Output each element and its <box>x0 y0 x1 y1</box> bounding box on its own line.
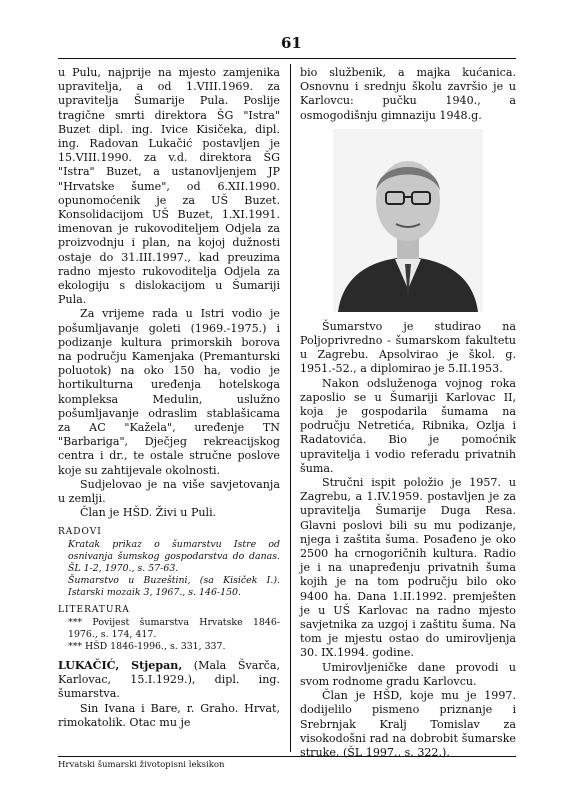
body-paragraph: bio službenik, a majka kućanica. Osnovnu i srednju školu završio je u Karlovcu: pučku 1940., a osmogodišnju gimnaziju 1948.g. <box>300 66 516 122</box>
reference-item: *** Povijest šumarstva Hrvatske 1846-1976., s. 174, 417. <box>68 616 280 640</box>
right-column <box>300 66 516 760</box>
section-heading-radovi: RADOVI <box>58 526 102 537</box>
body-paragraph: Sudjelovao je na više savjetovanja u zemlji. <box>58 477 280 506</box>
body-paragraph: Član je HŠD. Živi u Puli. <box>80 506 217 520</box>
footer-rule <box>58 756 516 757</box>
page-number: 61 <box>281 34 302 52</box>
entry-name: LUKAČIĆ, Stjepan, <box>58 658 183 672</box>
entry-heading <box>58 659 280 702</box>
header-rule <box>58 58 516 59</box>
body-paragraph: Član je HŠD, koje mu je 1997. dodijelilo pismeno priznanje i Srebrnjak Kralj Tomislav za visokodošni rad na dobrobit šumarske struke, (ŠL 1997., s. 322.). <box>300 689 516 759</box>
reference-item: *** HŠD 1846-1996., s. 331, 337. <box>68 640 226 652</box>
reference-item: Kratak prikaz o šumarstvu Istre od osnivanja šumskog gospodarstva do danas. ŠL 1-2, 1970., s. 57-63. <box>68 538 280 574</box>
entry-details: (Mala Švarča, Karlovac, 15.I.1929.), dipl. ing. šumarstva. <box>58 658 280 701</box>
body-paragraph: Sin Ivana i Bare, r. Graho. Hrvat, rimokatolik. Otac mu je <box>58 701 280 729</box>
body-paragraph: Za vrijeme rada u Istri vodio je pošumljavanje goleti (1969.-1975.) i podizanje kultura primorskih borova na području Kamenjaka (Premanturski poluotok) na oko 150 ha, vodio je hortikulturna uređenja hotelskoga kompleksa Medulin, uslužno pošumljavanje odraslim stablašicama za AC "Kažela", uređenje TN "Barbariga", Dječjeg rekreacijskog centra i dr., te ostale stručne poslove koje su zahtijevale okolnosti. <box>58 307 280 477</box>
body-paragraph: Stručni ispit položio je 1957. u Zagrebu, a 1.IV.1959. postavljen je za upravitelja Šumarije Duga Resa. Glavni poslovi bili su mu podizanje, njega i zaštita šuma. Posađeno je oko 2500 ha crnogoričnih kultura. Radio je i na unapređenju privatnih šuma kojih je na tom području bilo oko 9400 ha. Dana 1.II.1992. premješten je u UŠ Karlovac na radno mjesto savjetnika za uzgoj i zaštitu šuma. Na tom je mjestu ostao do umirovljenja 30. IX.1994. godine. <box>300 476 516 660</box>
column-divider <box>290 64 291 752</box>
body-paragraph: Nakon odsluženoga vojnog roka zaposlio se u Šumariji Karlovac II, koja je gospodarila šumama na području Netretića, Ribnika, Ozlja i Radatovića. Bio je pomoćnik upravitelja i vodio referadu privatnih šuma. <box>300 376 516 475</box>
reference-item: Šumarstvo u Buzeštini, (sa Kisiček I.). Istarski mozaik 3, 1967., s. 146-150. <box>68 574 280 598</box>
section-heading-literatura: LITERATURA <box>58 604 130 615</box>
body-paragraph: u Pulu, najprije na mjesto zamjenika upravitelja, a od 1.VIII.1969. za upravitelja Šumarije Pula. Poslije tragične smrti direktora ŠG "Istra" Buzet dipl. ing. Ivice Kisičeka, dipl. ing. Radovan Lukačić postavljen je 15.VIII.1990. za v.d. direktora ŠG "Istra" Buzet, a ustanovljenjem JP "Hrvatske šume", od 6.XII.1990. opunomoćenik je za UŠ Buzet. Konsolidacijom UŠ Buzet, 1.XI.1991. imenovan je rukovoditeljem Odjela za proizvodnju i plan, na kojoj dužnosti ostaje do 31.III.1997., kad preuzima radno mjesto rukovoditelja Odjela za ekologiju s dislokacijom u Šumariji Pula. <box>58 66 280 307</box>
body-paragraph: Umirovljeničke dane provodi u svom rodnome gradu Karlovcu. <box>300 660 516 688</box>
footer-text: Hrvatski šumarski životopisni leksikon <box>58 760 225 770</box>
portrait-photo <box>333 129 483 312</box>
left-column <box>58 66 280 730</box>
body-paragraph: Šumarstvo je studirao na Poljoprivredno - šumarskom fakultetu u Zagrebu. Apsolvirao je škol. g. 1951.-52., a diplomirao je 5.II.1953. <box>300 319 516 376</box>
